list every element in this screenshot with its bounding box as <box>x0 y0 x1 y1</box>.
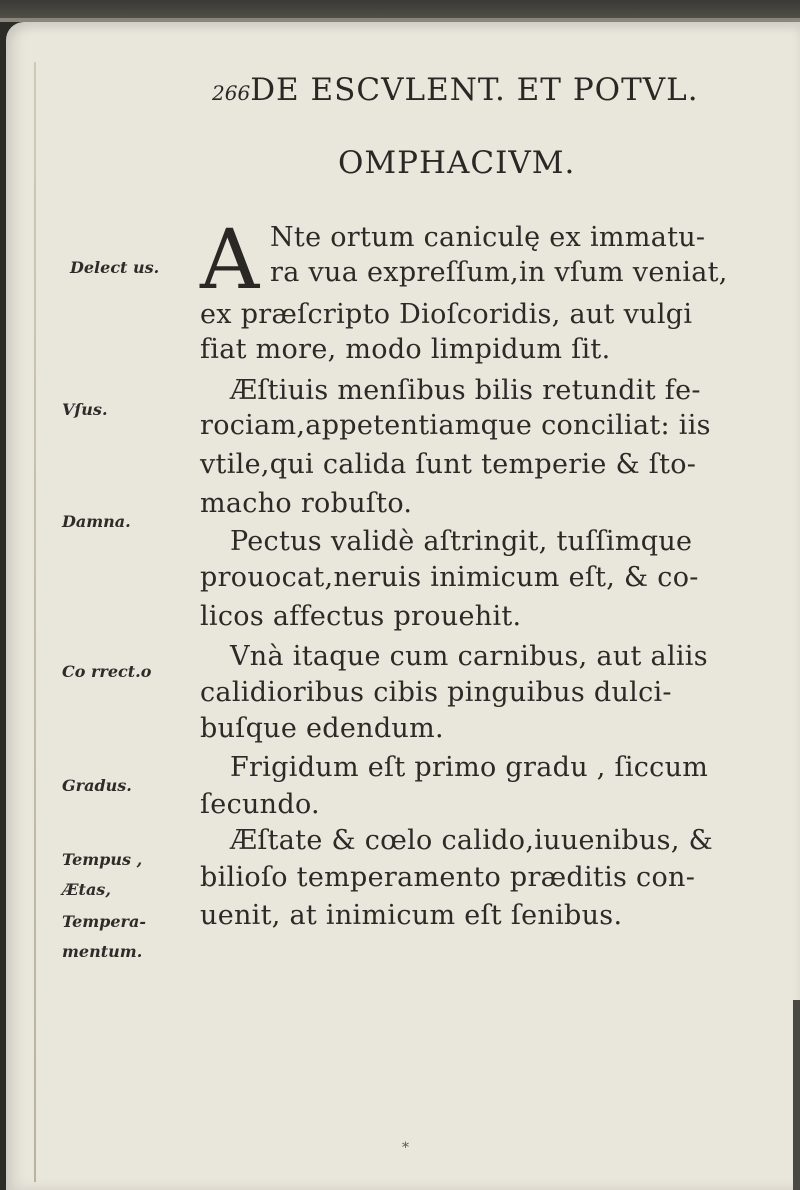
margin-note-temperamentum-1: Tempera- <box>62 912 146 931</box>
text-line-8: macho robuſto. <box>200 488 413 519</box>
text-line-9: Pectus validè aſtringit, tuſſimque <box>230 526 693 557</box>
margin-note-aetas: Ætas, <box>62 880 111 899</box>
margin-note-temperamentum-2: mentum. <box>62 942 143 961</box>
text-line-10: prouocat,neruis inimicum eſt, & co- <box>200 562 699 593</box>
section-title: OMPHACIVM. <box>338 145 576 181</box>
text-line-19: uenit, at inimicum eſt ſenibus. <box>200 900 623 931</box>
margin-note-gradus: Gradus. <box>62 776 132 795</box>
book-top-edge <box>0 0 800 22</box>
margin-note-damna: Damna. <box>62 512 131 531</box>
margin-note-correctio: Co rrect.o <box>62 662 152 681</box>
page-number: 266 <box>212 81 251 105</box>
text-line-17: Æſtate & cœlo calido,iuuenibus, & <box>230 825 713 856</box>
text-line-4: fiat more, modo limpidum ſit. <box>200 334 611 365</box>
margin-note-vsus: Vſus. <box>62 400 108 419</box>
margin-note-tempus: Tempus , <box>62 850 143 869</box>
text-line-3: ex præſcripto Dioſcoridis, aut vulgi <box>200 299 693 330</box>
book-right-edge <box>793 1000 800 1190</box>
text-line-14: buſque edendum. <box>200 713 444 744</box>
signature-mark: * <box>402 1140 409 1156</box>
text-line-16: ſecundo. <box>200 789 320 820</box>
text-line-7: vtile,qui calida ſunt temperie & ſto- <box>200 449 697 480</box>
text-line-1: Nte ortum caniculę ex immatu- <box>270 222 706 253</box>
text-line-12: Vnà itaque cum carnibus, aut aliis <box>230 641 708 672</box>
text-line-15: Frigidum eſt primo gradu , ſiccum <box>230 752 709 783</box>
text-line-11: licos affectus prouehit. <box>200 601 522 632</box>
running-head <box>212 72 699 108</box>
text-line-5: Æſtiuis menſibus bilis retundit fe- <box>230 375 701 406</box>
gutter-line <box>34 62 36 1182</box>
text-line-18: bilioſo temperamento præditis con- <box>200 862 696 893</box>
text-line-2: ra vua expreſſum,in vſum veniat, <box>270 257 728 288</box>
running-title: DE ESCVLENT. ET POTVL. <box>250 72 699 108</box>
text-line-6: rociam,appetentiamque conciliat: iis <box>200 410 711 441</box>
margin-note-delectus: Delect us. <box>70 258 160 277</box>
text-line-13: calidioribus cibis pinguibus dulci- <box>200 677 672 708</box>
drop-cap: A <box>200 213 260 308</box>
